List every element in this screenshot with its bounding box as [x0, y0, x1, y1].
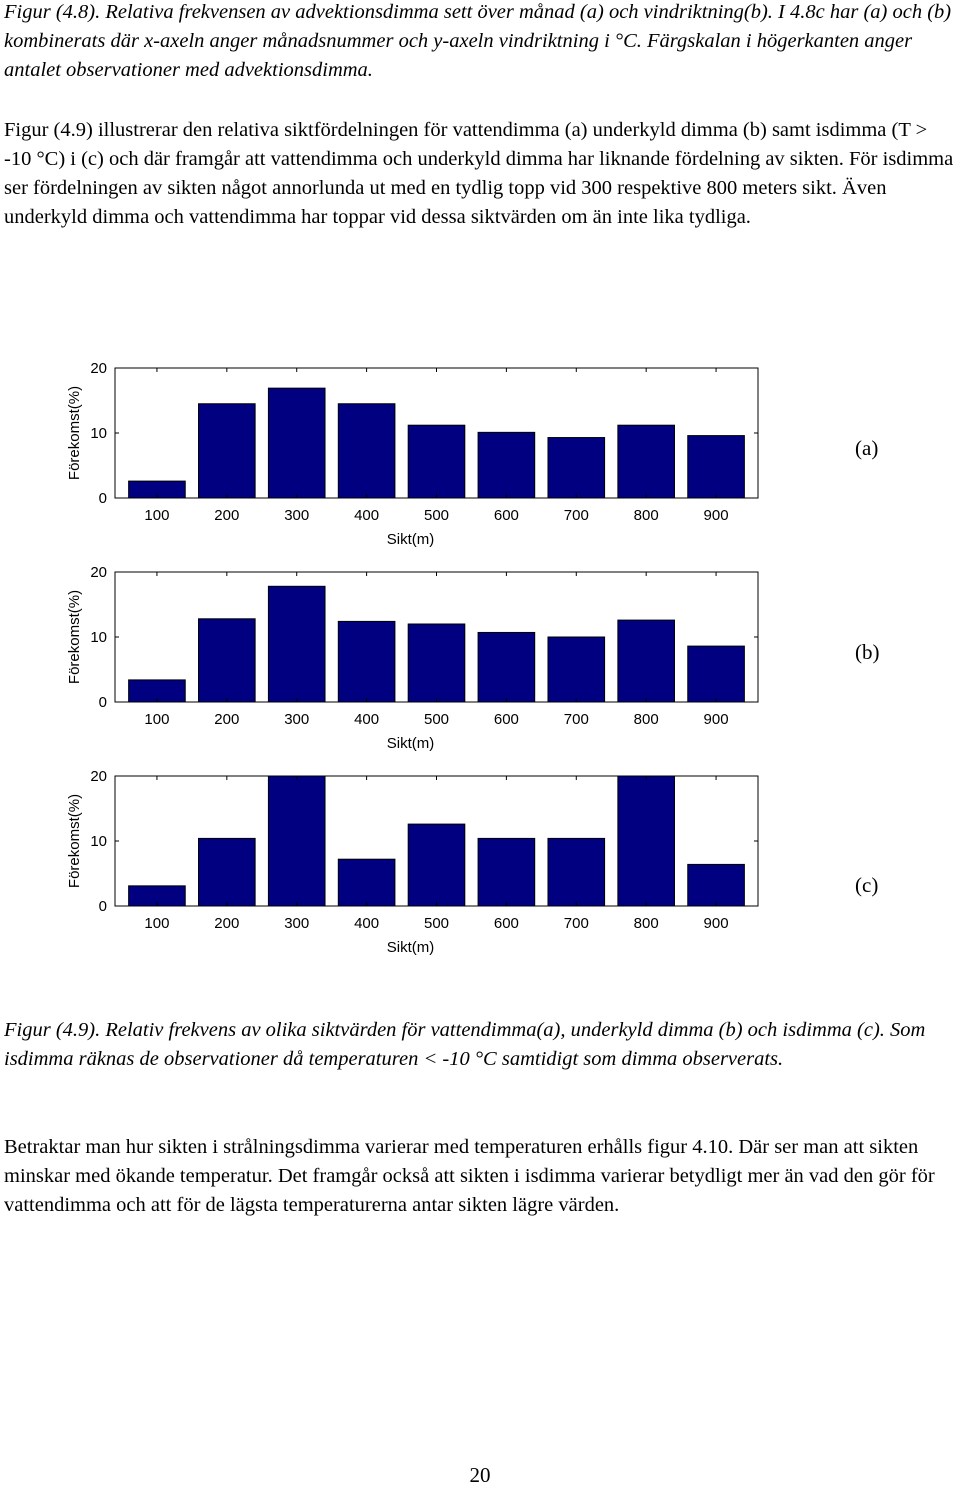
bar: [688, 864, 745, 906]
y-axis-title: Förekomst(%): [66, 385, 83, 481]
y-tick-label: 0: [98, 490, 107, 507]
bar: [548, 637, 605, 702]
bar: [268, 586, 325, 702]
x-tick-label: 100: [144, 507, 170, 524]
bar-chart-a: [60, 352, 780, 552]
bar-chart-b: [60, 556, 780, 756]
bar: [478, 632, 535, 702]
x-tick-label: 700: [563, 711, 589, 728]
x-tick-label: 500: [423, 507, 450, 524]
y-tick-label: 10: [90, 425, 107, 442]
bar: [618, 620, 675, 702]
y-axis-title: Förekomst(%): [66, 589, 83, 685]
x-tick-label: 800: [633, 915, 659, 932]
x-axis-title: Sikt(m): [386, 531, 435, 548]
bar: [199, 619, 256, 702]
x-tick-label: 600: [493, 507, 519, 524]
bar: [338, 859, 395, 906]
bar: [338, 621, 395, 702]
panel-label-c: (c): [855, 873, 879, 897]
bar: [199, 838, 256, 906]
bar: [408, 624, 465, 702]
x-tick-label: 500: [423, 915, 450, 932]
x-tick-label: 900: [703, 507, 729, 524]
panel-label-a: (a): [855, 436, 879, 460]
x-tick-label: 600: [493, 711, 519, 728]
bar: [408, 824, 465, 906]
bar: [199, 404, 256, 498]
bar: [478, 838, 535, 906]
x-tick-label: 600: [493, 915, 519, 932]
x-tick-label: 400: [354, 711, 380, 728]
intro-paragraph: Figur (4.9) illustrerar den relativa siktfördelningen för vattendimma (a) underkyld dimma (b) samt isdimma (T > -10 °C) i (c) och där framgår att vattendimma och underkyld dimma har liknande fördelning av sikten. För isdimma ser fördelningen av sikten något annorlunda ut med en tydlig topp vid 300 respektive 800 meters sikt. Även underkyld dimma och vattendimma har toppar vid dessa siktvärden om än inte lika tydliga.: [4, 119, 954, 228]
x-tick-label: 700: [563, 507, 589, 524]
x-tick-label: 800: [633, 507, 659, 524]
bar: [548, 438, 605, 498]
bar: [688, 646, 745, 702]
y-tick-label: 20: [90, 360, 107, 377]
x-tick-label: 900: [703, 711, 729, 728]
x-tick-label: 800: [633, 711, 659, 728]
figure-caption: Figur (4.9). Relativ frekvens av olika siktvärden för vattendimma(a), underkyld dimma (b) och isdimma (c). Som isdimma räknas de observationer då temperaturen < -10 °C samtidigt som dimma observerats.: [4, 1019, 926, 1070]
x-tick-label: 400: [354, 507, 380, 524]
bar: [548, 838, 605, 906]
bar: [618, 776, 675, 906]
closing-paragraph: Betraktar man hur sikten i strålningsdimma varierar med temperaturen erhålls figur 4.10. Där ser man att sikten minskar med ökande temperatur. Det framgår också att sikten i isdimma varierar betydligt mer än vad den gör för vattendimma och att för de lägsta temperaturerna antar sikten lägre värden.: [4, 1136, 935, 1216]
y-tick-label: 20: [90, 564, 107, 581]
x-tick-label: 200: [214, 711, 240, 728]
x-tick-label: 300: [284, 711, 310, 728]
page-number: 20: [469, 1463, 491, 1487]
x-tick-label: 200: [214, 915, 240, 932]
y-tick-label: 0: [98, 694, 107, 711]
x-tick-label: 200: [214, 507, 240, 524]
bar: [618, 425, 675, 498]
x-axis-title: Sikt(m): [386, 939, 435, 956]
y-tick-label: 20: [90, 768, 107, 785]
bar: [688, 436, 745, 498]
x-tick-label: 400: [354, 915, 380, 932]
bar: [478, 432, 535, 498]
y-axis-title: Förekomst(%): [66, 793, 83, 889]
y-tick-label: 0: [98, 898, 107, 915]
bar: [268, 388, 325, 498]
y-tick-label: 10: [90, 629, 107, 646]
previous-figure-caption: Figur (4.8). Relativa frekvensen av advektionsdimma sett över månad (a) och vindriktning(b). I 4.8c har (a) och (b) kombinerats där x-axeln anger månadsnummer och y-axeln vindriktning i °C. Färgskalan i högerkanten anger antalet observationer med advektionsdimma.: [4, 1, 952, 81]
y-tick-label: 10: [90, 833, 107, 850]
panel-label-b: (b): [855, 640, 880, 664]
x-tick-label: 500: [423, 711, 450, 728]
bar: [268, 776, 325, 906]
x-axis-title: Sikt(m): [386, 735, 435, 752]
x-tick-label: 300: [284, 507, 310, 524]
x-tick-label: 700: [563, 915, 589, 932]
x-tick-label: 300: [284, 915, 310, 932]
x-tick-label: 900: [703, 915, 729, 932]
x-tick-label: 100: [144, 711, 170, 728]
bar: [338, 404, 395, 498]
x-tick-label: 100: [144, 915, 170, 932]
bar-chart-c: [60, 760, 780, 960]
bar: [408, 425, 465, 498]
